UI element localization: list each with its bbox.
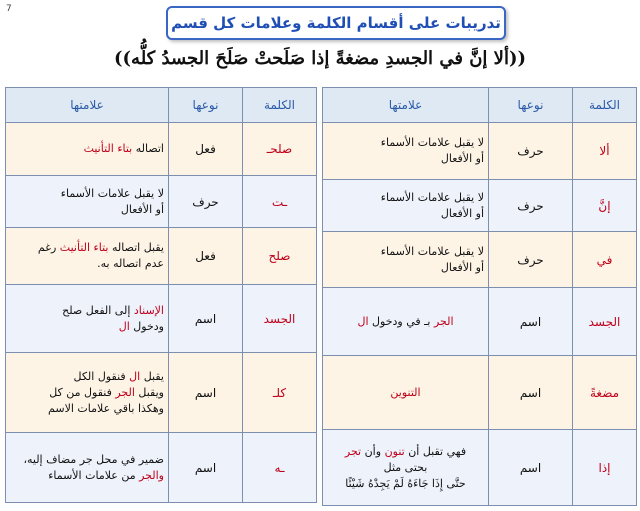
word-cell: إنَّ [573, 180, 637, 232]
word-cell: في [573, 232, 637, 288]
sign-text: ويقبل [134, 385, 164, 399]
sign-line: أو الأفعال [440, 260, 484, 274]
sign-line: أو الأفعال [440, 152, 484, 165]
sign-text: فنقول الكل [73, 369, 130, 383]
type-cell: حرف [169, 176, 243, 228]
sign-line: عدم اتصاله به. [97, 257, 164, 270]
type-cell: اسم [489, 430, 573, 506]
sign-text: وأن [361, 444, 385, 458]
table-row [323, 430, 637, 506]
sign-line [10, 468, 164, 484]
header-word: الكلمة [243, 88, 317, 123]
highlight-text: بتاء التأنيث [83, 142, 133, 155]
word-cell: ـه [243, 433, 317, 503]
table-row [6, 228, 317, 285]
analysis-table-right [322, 87, 637, 506]
table-row [6, 353, 317, 433]
type-cell: فعل [169, 228, 243, 285]
table-row [6, 433, 317, 503]
highlight-text: ال [129, 369, 141, 383]
sign-cell [323, 356, 489, 430]
header-type: نوعها [169, 88, 243, 123]
table-row [323, 288, 637, 356]
sign-text: بـ في ودخول [368, 314, 434, 328]
sign-cell [323, 430, 489, 506]
highlight-text: تجر [344, 444, 362, 458]
highlight-text: الجر [433, 314, 454, 328]
word-cell: ـت [243, 176, 317, 228]
sign-text: فهي تقبل أن [404, 444, 467, 458]
sign-cell [6, 228, 169, 285]
sign-line [10, 303, 164, 319]
sign-cell [6, 176, 169, 228]
sign-line: بحتى مثل [383, 460, 428, 474]
table-row [6, 176, 317, 228]
type-cell: حرف [489, 123, 573, 180]
sign-line: ضمير في محل جر مضاف إليه، [23, 452, 164, 466]
sign-line: لا يقبل علامات الأسماء [380, 190, 484, 204]
table-row [323, 232, 637, 288]
type-cell: اسم [169, 285, 243, 353]
sign-line [10, 369, 164, 385]
title-box [166, 6, 506, 40]
sign-text: من علامات الأسماء [48, 468, 140, 482]
sign-line: أو الأفعال [120, 202, 164, 216]
sign-cell [6, 353, 169, 433]
word-cell: مضغةً [573, 356, 637, 430]
sign-line [10, 385, 164, 401]
sign-line: لا يقبل علامات الأسماء [380, 136, 484, 149]
highlight-text: التنوين [390, 385, 421, 399]
sign-text: يقبل [140, 369, 164, 383]
highlight-text: ال [357, 314, 369, 328]
sign-text: إلى الفعل صلح [62, 303, 134, 317]
table-row [323, 180, 637, 232]
table-row [6, 123, 317, 176]
sign-line [10, 240, 164, 256]
header-sign: علامتها [323, 88, 489, 123]
type-cell: اسم [489, 356, 573, 430]
sign-cell [323, 288, 489, 356]
sign-line: وهكذا باقي علامات الاسم [48, 401, 164, 415]
sign-text: اتصاله [132, 142, 164, 155]
word-cell: إذا [573, 430, 637, 506]
sign-text: فنقول من كل [49, 385, 116, 399]
highlight-text: ال [118, 319, 130, 333]
sign-line: أو الأفعال [440, 206, 484, 220]
highlight-text: والجر [139, 468, 164, 482]
sign-line: لا يقبل علامات الأسماء [60, 186, 164, 200]
highlight-text: الجر [115, 385, 135, 399]
page-number: 7 [6, 4, 12, 14]
sign-cell [6, 433, 169, 503]
table-row [323, 356, 637, 430]
type-cell: اسم [489, 288, 573, 356]
sign-cell [323, 180, 489, 232]
sign-text: ودخول [129, 319, 164, 333]
header-word: الكلمة [573, 88, 637, 123]
sign-line [327, 444, 484, 460]
sign-cell [323, 232, 489, 288]
word-cell: صلحـ [243, 123, 317, 176]
sign-text: رغم [37, 241, 60, 254]
sign-cell [6, 285, 169, 353]
table-row [323, 123, 637, 180]
header-type: نوعها [489, 88, 573, 123]
word-cell: ألا [573, 123, 637, 180]
type-cell: فعل [169, 123, 243, 176]
highlight-text: بتاء التأنيث [59, 241, 109, 254]
hadith-quote: ((ألا إنَّ في الجسدِ مضغةً إذا صَلَحتْ صَلَحَ الجسدُ كلُّه)) [114, 48, 526, 69]
word-cell: الجسد [573, 288, 637, 356]
sign-line: حتَّى إِذَا جَاءَهُ لَمْ يَجِدْهُ شَيْئًا [345, 476, 466, 490]
table-row [6, 285, 317, 353]
type-cell: اسم [169, 353, 243, 433]
type-cell: حرف [489, 232, 573, 288]
highlight-text: الإسناد [133, 303, 164, 317]
highlight-text: تنون [384, 444, 405, 458]
page-title: تدريبات على أقسام الكلمة وعلامات كل قسم [171, 14, 501, 32]
type-cell: حرف [489, 180, 573, 232]
word-cell: كلـ [243, 353, 317, 433]
sign-cell [323, 123, 489, 180]
word-cell: الجسد [243, 285, 317, 353]
sign-line: لا يقبل علامات الأسماء [380, 244, 484, 258]
word-cell: صلح [243, 228, 317, 285]
sign-cell [6, 123, 169, 176]
header-sign: علامتها [6, 88, 169, 123]
type-cell: اسم [169, 433, 243, 503]
sign-text: يقبل اتصاله [108, 241, 164, 254]
sign-line [10, 319, 164, 335]
analysis-table-left [5, 87, 317, 503]
